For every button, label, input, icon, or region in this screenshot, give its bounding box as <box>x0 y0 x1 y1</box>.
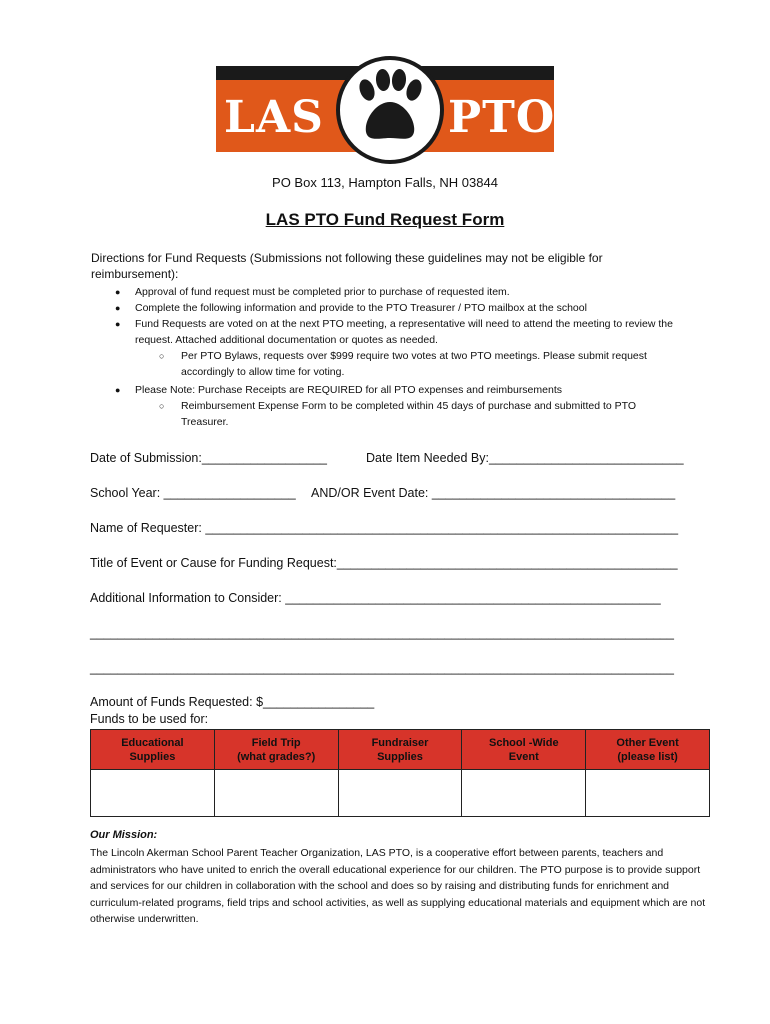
bullet-icon: ● <box>115 385 121 395</box>
address: PO Box 113, Hampton Falls, NH 03844 <box>272 175 498 190</box>
column-header: Field Trip (what grades?) <box>214 730 338 770</box>
directions-intro: Directions for Fund Requests (Submissions not following these guidelines may not be eligible for reimbursement): <box>91 251 603 281</box>
mission-text: The Lincoln Akerman School Parent Teacher Organization, LAS PTO, is a cooperative effort between parents, teachers and administrators who have united to enrich the overall educational experience for our children. The PTO purpose is to provide support and services for our children in collaboration with the school and does so by raising and distributing funds for enrichment and curriculum-related programs, field trips and school activities, as well as supplying educational materials and equipment which are not otherwise underwritten. <box>90 847 706 925</box>
mission-heading: Our Mission: <box>90 829 158 841</box>
requester-name-field[interactable]: Name of Requester: ____________________________________________________________________ <box>90 521 679 535</box>
direction-item: Please Note: Purchase Receipts are REQUIRED for all PTO expenses and reimbursements <box>135 384 562 396</box>
logo-text-pto: PTO <box>448 92 556 143</box>
paw-print-icon <box>334 54 446 166</box>
funds-used-for-label: Funds to be used for: <box>90 712 209 726</box>
direction-subitem: Reimbursement Expense Form to be completed within 45 days of purchase and submitted to PTO Treasurer. <box>181 400 637 428</box>
sub-bullet-icon: ○ <box>159 351 165 361</box>
form-title: LAS PTO Fund Request Form <box>265 210 505 229</box>
las-pto-logo <box>216 66 554 152</box>
table-cell-school-wide-event[interactable] <box>462 770 586 817</box>
event-date-field[interactable]: AND/OR Event Date: ___________________________________ <box>311 486 676 500</box>
table-row <box>91 770 710 817</box>
direction-subitem: Per PTO Bylaws, requests over $999 require two votes at two PTO meetings. Please submit request accordingly to allow time for voting. <box>181 350 647 378</box>
column-header: Other Event (please list) <box>586 730 710 770</box>
direction-item: Fund Requests are voted on at the next PTO meeting, a representative will need to attend the meeting to review the request. Attached additional documentation or quotes as needed. <box>135 318 673 346</box>
column-header: Fundraiser Supplies <box>338 730 462 770</box>
amount-requested-field[interactable]: Amount of Funds Requested: $________________ <box>90 695 375 709</box>
date-of-submission-field[interactable]: Date of Submission:__________________ <box>90 451 327 465</box>
column-header: School -Wide Event <box>462 730 586 770</box>
table-cell-field-trip[interactable] <box>214 770 338 817</box>
sub-bullet-icon: ○ <box>159 401 165 411</box>
event-title-field[interactable]: Title of Event or Cause for Funding Request:_________________________________________________ <box>90 556 678 570</box>
logo-text-las: LAS <box>224 92 324 143</box>
date-needed-field[interactable]: Date Item Needed By:____________________________ <box>366 451 684 465</box>
funds-usage-table <box>90 729 710 817</box>
additional-info-field[interactable]: Additional Information to Consider: ______________________________________________________ <box>90 591 661 605</box>
direction-item: Approval of fund request must be completed prior to purchase of requested item. <box>135 286 510 298</box>
table-header-row <box>91 730 710 770</box>
bullet-icon: ● <box>115 319 121 329</box>
direction-item: Complete the following information and provide to the PTO Treasurer / PTO mailbox at the school <box>135 302 587 314</box>
table-cell-other-event[interactable] <box>586 770 710 817</box>
table-cell-educational-supplies[interactable] <box>91 770 215 817</box>
table-cell-fundraiser-supplies[interactable] <box>338 770 462 817</box>
bullet-icon: ● <box>115 287 121 297</box>
additional-info-line[interactable]: ____________________________________________________________________________________ <box>90 626 674 640</box>
school-year-field[interactable]: School Year: ___________________ <box>90 486 296 500</box>
column-header: Educational Supplies <box>91 730 215 770</box>
bullet-icon: ● <box>115 303 121 313</box>
additional-info-line[interactable]: ____________________________________________________________________________________ <box>90 661 674 675</box>
